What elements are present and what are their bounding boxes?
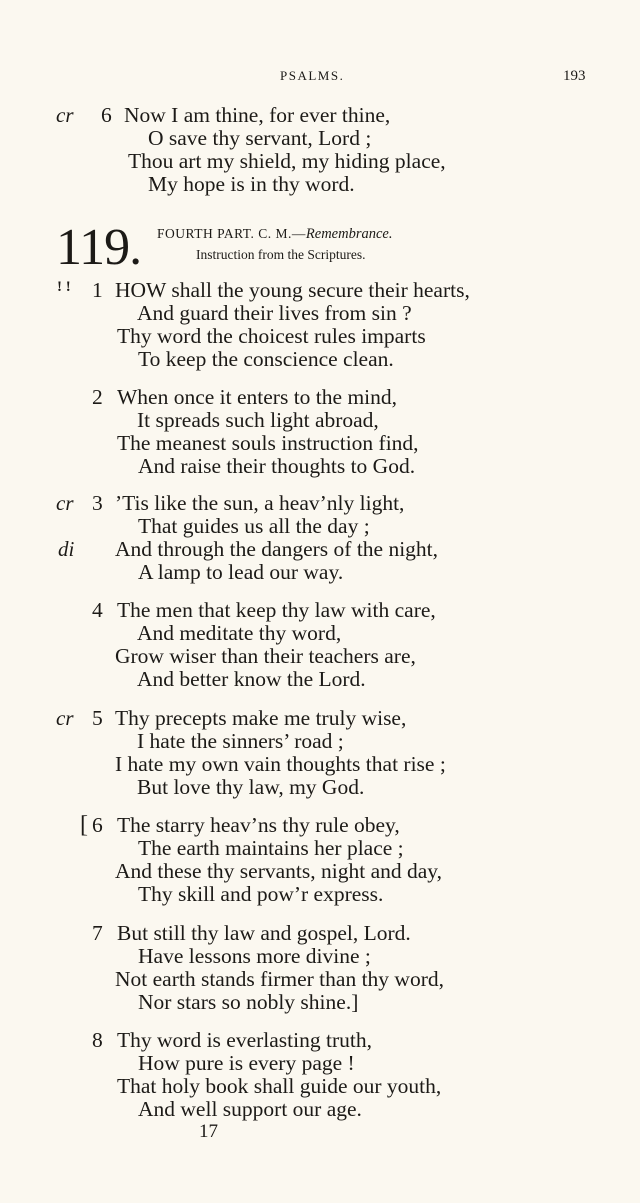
verse-line: And guard their lives from sin ?: [137, 301, 412, 325]
verse-line: Nor stars so nobly shine.]: [138, 990, 359, 1014]
verse-line: Not earth stands firmer than thy word,: [115, 967, 444, 991]
verse-line: I hate the sinners’ road ;: [137, 729, 344, 753]
verse-line: Thou art my shield, my hiding place,: [128, 149, 446, 173]
open-bracket: [: [80, 812, 88, 838]
verse-line: A lamp to lead our way.: [138, 560, 344, 584]
verse-line: The starry heav’ns thy rule obey,: [117, 813, 400, 837]
verse-mark: cr: [56, 103, 74, 127]
verse-number: 5: [92, 706, 103, 730]
running-head: PSALMS.: [280, 68, 345, 83]
verse-line: And well support our age.: [138, 1097, 362, 1121]
verse-line: It spreads such light abroad,: [137, 408, 379, 432]
verse-line: And through the dangers of the night,: [115, 537, 439, 561]
hymn-subject: Remembrance.: [305, 226, 393, 242]
verse-line: When once it enters to the mind,: [117, 385, 398, 409]
verse-line: But love thy law, my God.: [137, 775, 365, 799]
verse-line: My hope is in thy word.: [148, 172, 355, 196]
verse-line: O save thy servant, Lord ;: [148, 126, 372, 150]
verse-line: How pure is every page !: [138, 1051, 355, 1075]
verse-line: HOW shall the young secure their hearts,: [115, 278, 470, 302]
verse-mark: cr: [56, 706, 74, 730]
verse-line: That guides us all the day ;: [138, 514, 370, 538]
page-number: 193: [563, 68, 586, 84]
verse-line: And these thy servants, night and day,: [115, 859, 443, 883]
verse-line: The earth maintains her place ;: [138, 836, 404, 860]
verse-line: And raise their thoughts to God.: [138, 454, 416, 478]
verse-line: Thy skill and pow’r express.: [138, 882, 384, 906]
hymn-number: 119.: [56, 219, 142, 276]
verse-line: Thy word is everlasting truth,: [117, 1028, 372, 1052]
verse-number: 7: [92, 921, 103, 945]
verse-line: Thy precepts make me truly wise,: [115, 706, 407, 730]
verse-line: To keep the conscience clean.: [138, 347, 394, 371]
verse-line: The meanest souls instruction find,: [117, 431, 419, 455]
verse-line: Now I am thine, for ever thine,: [124, 103, 391, 127]
hymn-subheading: Instruction from the Scriptures.: [196, 247, 366, 262]
verse-line: Grow wiser than their teachers are,: [115, 644, 416, 668]
verse-mark: ! !: [57, 279, 71, 295]
verse-line: And better know the Lord.: [137, 667, 366, 691]
verse-number: 4: [92, 598, 103, 622]
verse-line: I hate my own vain thoughts that rise ;: [115, 752, 446, 776]
verse-number: 8: [92, 1028, 103, 1052]
verse-number: 6: [101, 103, 112, 127]
verse-line: But still thy law and gospel, Lord.: [117, 921, 411, 945]
signature-mark: 17: [199, 1121, 218, 1142]
verse-number: 6: [92, 813, 103, 837]
verse-mark: cr: [56, 491, 74, 515]
verse-line: ’Tis like the sun, a heav’nly light,: [115, 491, 405, 515]
verse-line: And meditate thy word,: [137, 621, 342, 645]
verse-mark-secondary: di: [58, 537, 75, 561]
verse-line: That holy book shall guide our youth,: [117, 1074, 442, 1098]
verse-number: 1: [92, 278, 103, 302]
verse-line: Have lessons more divine ;: [138, 944, 371, 968]
verse-line: The men that keep thy law with care,: [117, 598, 436, 622]
hymn-heading: FOURTH PART. C. M.—Remembrance.: [157, 226, 393, 242]
verse-line: Thy word the choicest rules imparts: [117, 324, 426, 348]
verse-number: 3: [92, 491, 103, 515]
verse-number: 2: [92, 385, 103, 409]
